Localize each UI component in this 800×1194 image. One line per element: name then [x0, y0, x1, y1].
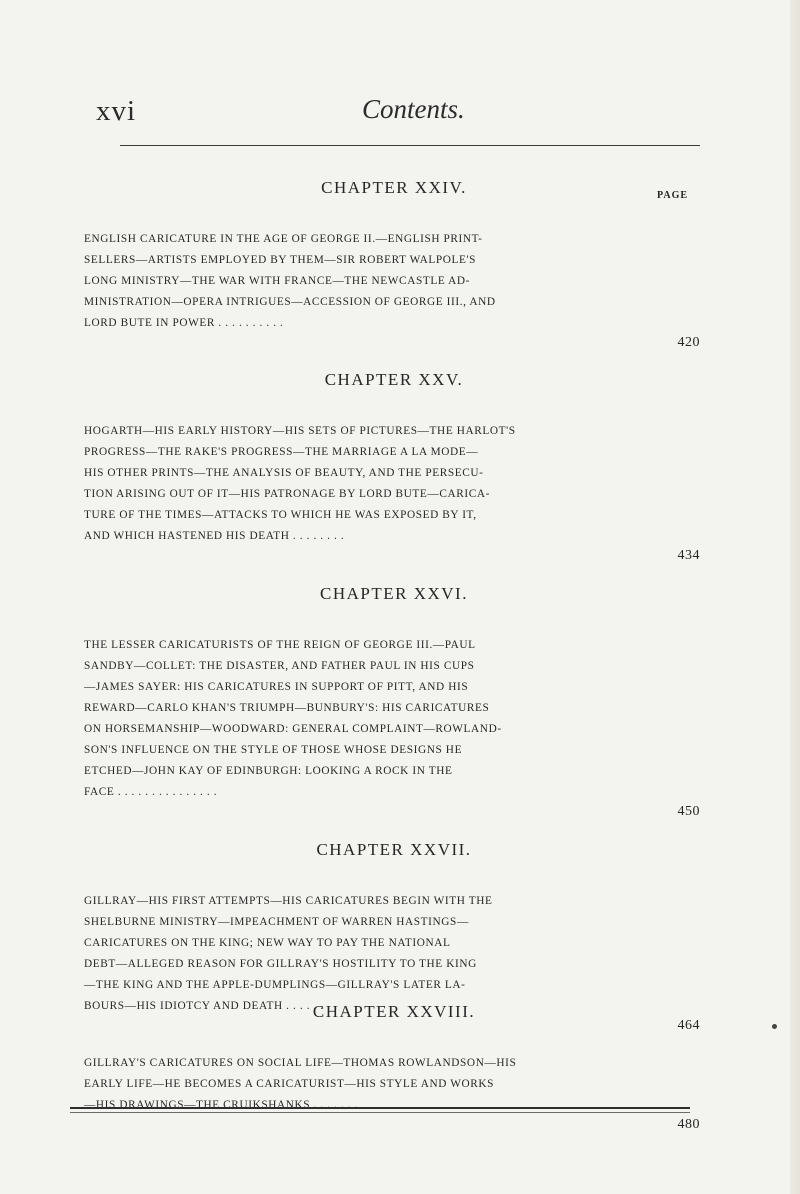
- chapter-page-number: 480: [677, 1117, 700, 1132]
- footer-rule-thin: [70, 1112, 690, 1113]
- chapter-entry-24: [84, 178, 704, 355]
- page-header: [96, 80, 716, 150]
- chapter-summary-text: ENGLISH CARICATURE IN THE AGE OF GEORGE II.—ENGLISH PRINT- SELLERS—ARTISTS EMPLOYED BY THEM—SIR ROBERT WALPOLE'S LONG MINISTRY—THE WAR WITH FRANCE—THE NEWCASTLE AD- MINISTRATION—OPERA INTRIGUES—ACCESSION OF GEORGE III., AND LORD BUTE IN POWER . . . . . . . . . .: [84, 233, 496, 329]
- chapter-page-number: 434: [677, 548, 700, 563]
- chapter-page-number: 420: [677, 335, 700, 350]
- chapter-entry-28: [84, 1002, 704, 1137]
- chapter-summary-text: THE LESSER CARICATURISTS OF THE REIGN OF GEORGE III.—PAUL SANDBY—COLLET: THE DISASTER, AND FATHER PAUL IN HIS CUPS —JAMES SAYER: HIS CARICATURES IN SUPPORT OF PITT, AND HIS REWARD—CARLO KHAN'S TRIUMPH—BUNBURY'S: HIS CARICATURES ON HORSEMANSHIP—WOODWARD: GENERAL COMPLAINT—ROWLAND- SON'S INFLUENCE ON THE STYLE OF THOSE WHOSE DESIGNS HE ETCHED—JOHN KAY OF EDINBURGH: LOOKING A ROCK IN THE FACE . . . . . . . . . . . . . . .: [84, 639, 502, 798]
- chapter-title: CHAPTER XXVII.: [316, 840, 472, 859]
- page-edge: [790, 0, 800, 1194]
- page-column-label: PAGE: [657, 190, 689, 201]
- ink-dot: [772, 1024, 777, 1029]
- chapter-summary-text: GILLRAY—HIS FIRST ATTEMPTS—HIS CARICATURES BEGIN WITH THE SHELBURNE MINISTRY—IMPEACHMENT OF WARREN HASTINGS— CARICATURES ON THE KING; NEW WAY TO PAY THE NATIONAL DEBT—ALLEGED REASON FOR GILLRAY'S HOSTILITY TO THE KING —THE KING AND THE APPLE-DUMPLINGS—GILLRAY'S LATER LA- BOURS—HIS IDIOTCY AND DEATH . . . . . . . .: [84, 895, 493, 1012]
- chapter-entry-25: [84, 370, 704, 568]
- chapter-summary-text: GILLRAY'S CARICATURES ON SOCIAL LIFE—THOMAS ROWLANDSON—HIS EARLY LIFE—HE BECOMES A CARICATURIST—HIS STYLE AND WORKS —HIS DRAWINGS—THE CRUIKSHANKS . . . . . . .: [84, 1057, 517, 1111]
- chapter-summary: [84, 400, 704, 568]
- footer-rule: [70, 1107, 690, 1109]
- chapter-summary: [84, 208, 704, 355]
- chapter-summary-text: HOGARTH—HIS EARLY HISTORY—HIS SETS OF PICTURES—THE HARLOT'S PROGRESS—THE RAKE'S PROGRESS—THE MARRIAGE A LA MODE— HIS OTHER PRINTS—THE ANALYSIS OF BEAUTY, AND THE PERSECU- TION ARISING OUT OF IT—HIS PATRONAGE BY LORD BUTE—CARICA- TURE OF THE TIMES—ATTACKS TO WHICH HE WAS EXPOSED BY IT, AND WHICH HASTENED HIS DEATH . . . . . . . .: [84, 425, 516, 542]
- header-rule: [120, 145, 700, 146]
- chapter-title: CHAPTER XXVIII.: [312, 1002, 476, 1021]
- running-title: Contents.: [362, 94, 465, 124]
- page-folio: xvi: [96, 95, 137, 127]
- chapter-summary: [84, 614, 704, 824]
- chapter-title: CHAPTER XXIV.: [321, 178, 467, 197]
- chapter-page-number: 464: [677, 1018, 700, 1033]
- chapter-page-number: 450: [677, 804, 700, 819]
- chapter-summary: [84, 1032, 704, 1137]
- chapter-title: CHAPTER XXV.: [324, 370, 464, 389]
- chapter-entry-26: [84, 584, 704, 824]
- chapter-title: CHAPTER XXVI.: [320, 584, 468, 603]
